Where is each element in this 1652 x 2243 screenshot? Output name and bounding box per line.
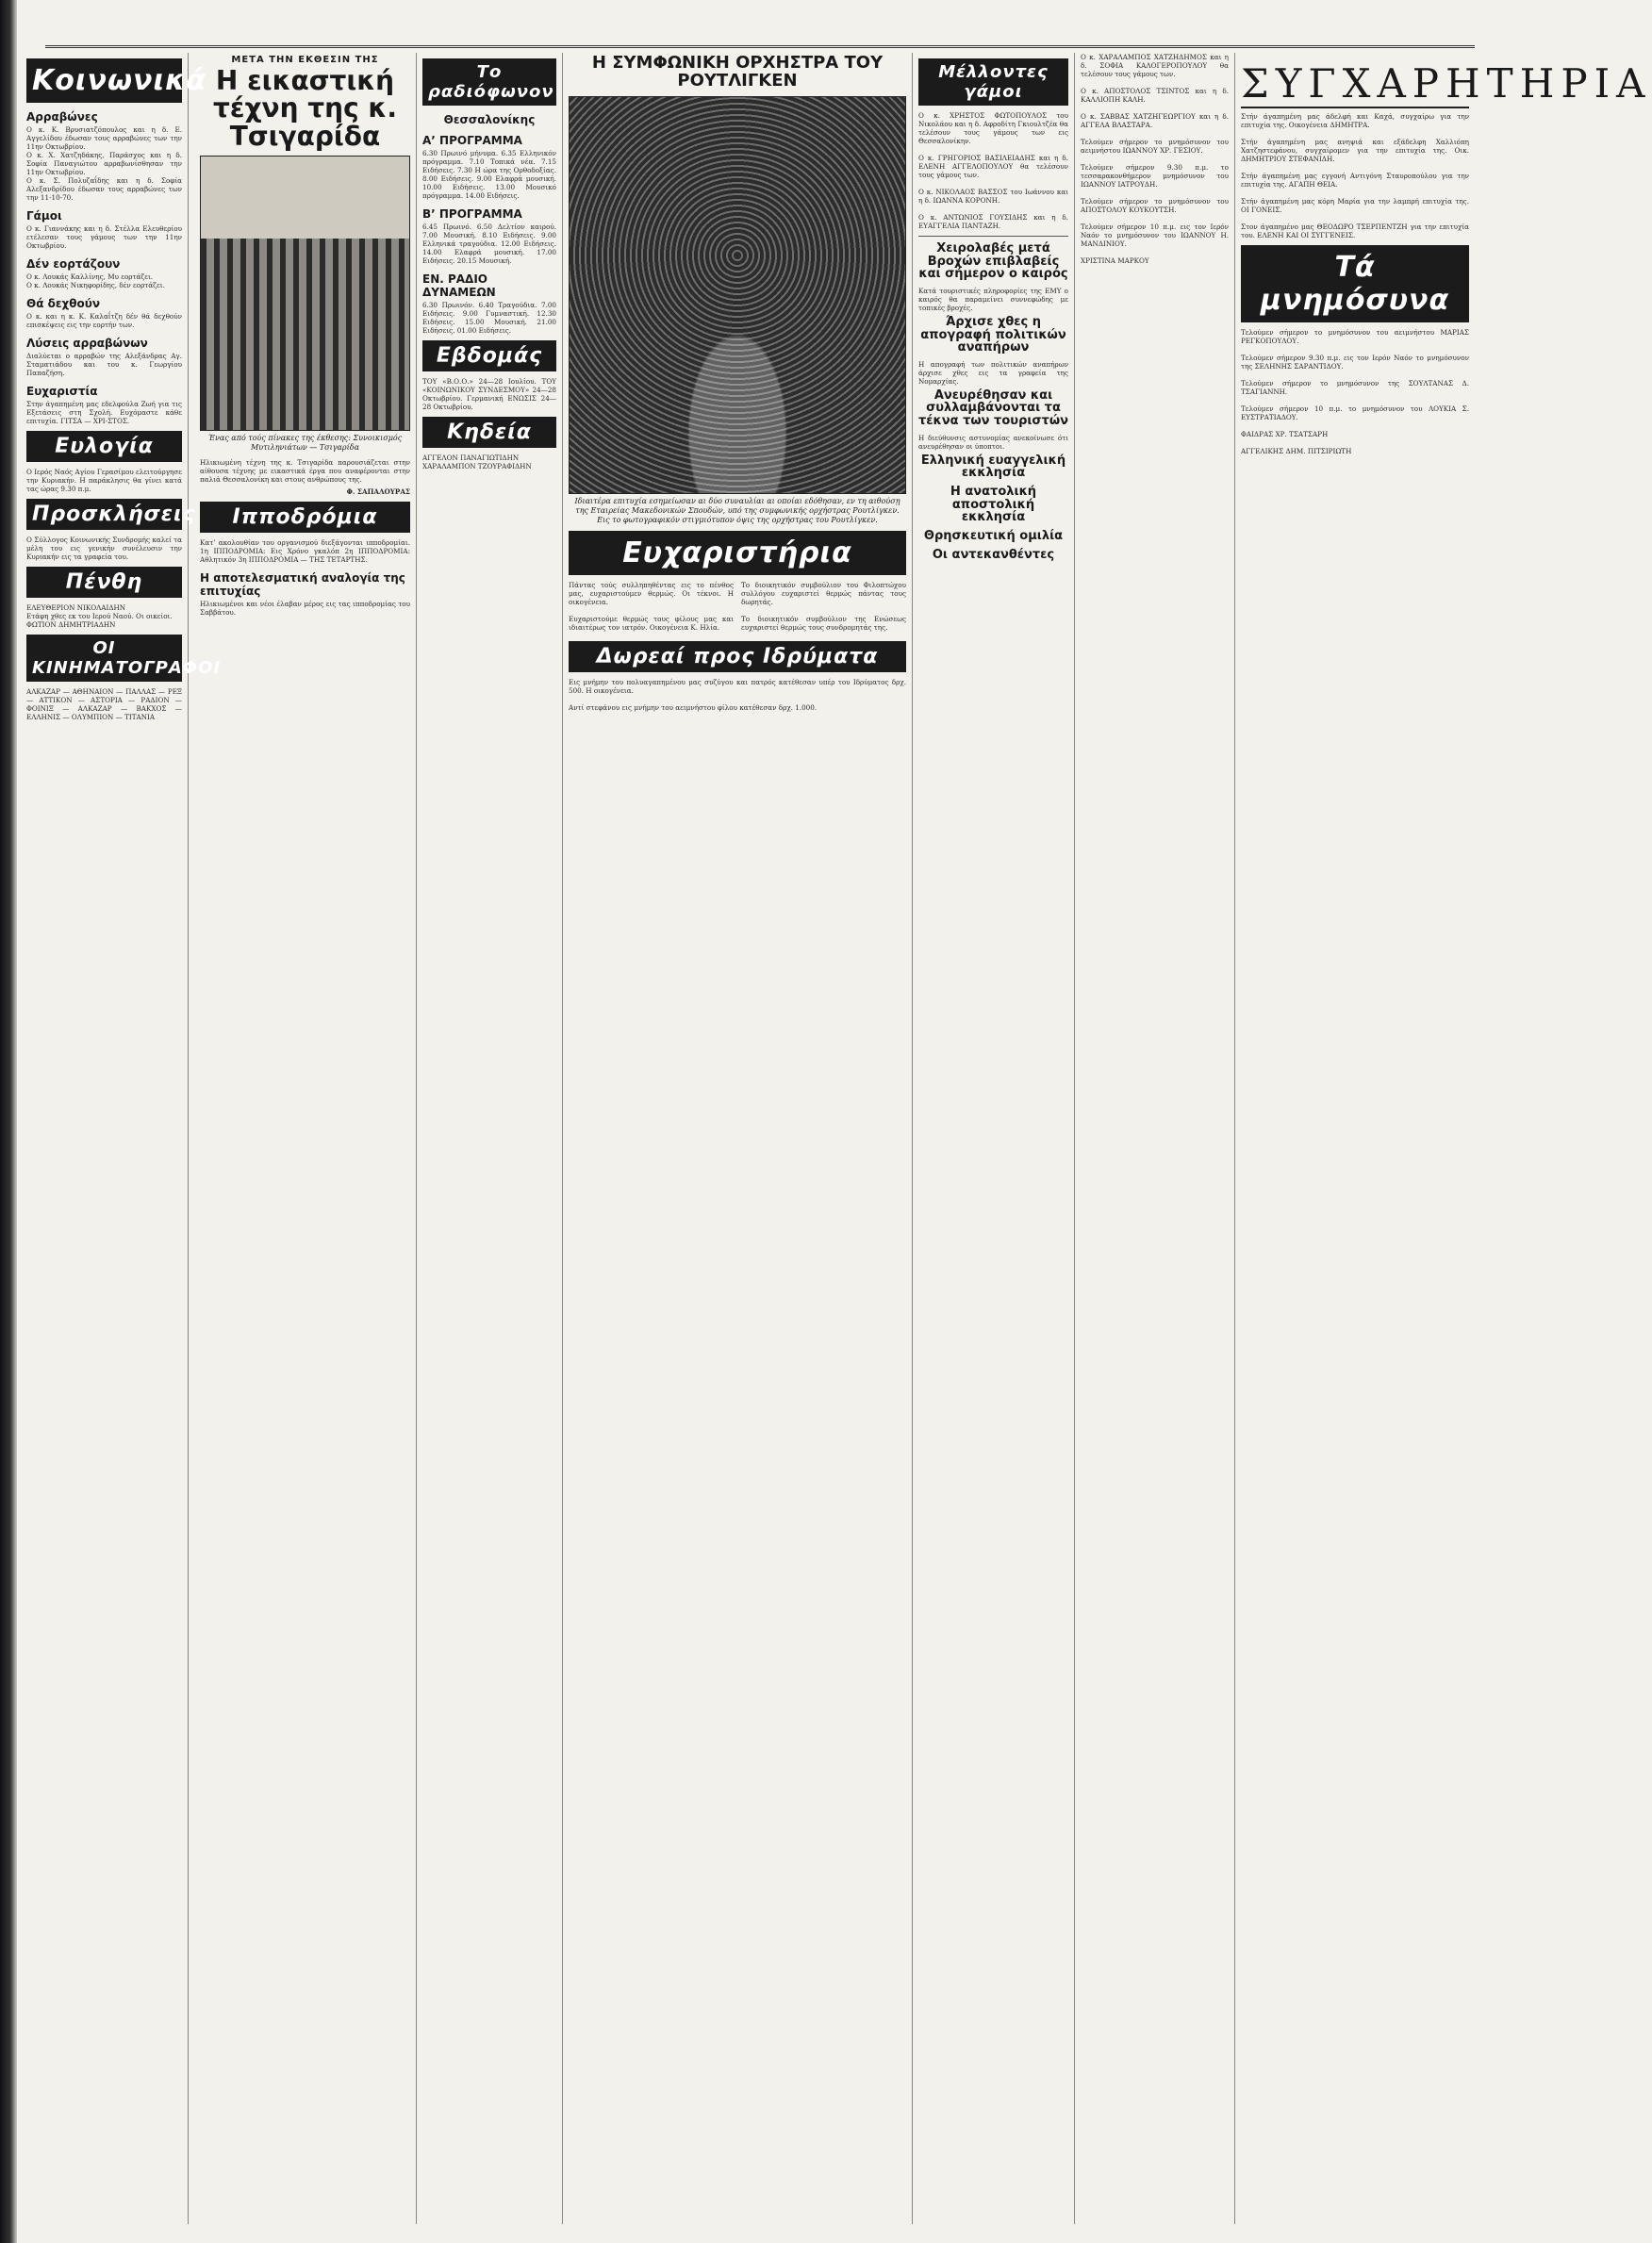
text-arravones: Ο κ. Κ. Βρυσιατζόπουλος και η δ. Ε. Αγγελίδου έδωσαν τους αρραβώνες των την 11ην Οκτωβρίου. Ο κ. Χ. Χατζηδάκης, Παράσχος και η δ. Σοφία Παναγιώτου αρραβωνίσθησαν την 11ην Οκτωβρίου. Ο κ. Σ. Πολυζαΐδης και η δ. Σοφία Αλεξανδρίδου έδωσαν τους αρραβώνες των την 11-10-70. — [26, 125, 182, 202]
headline-found: Ανευρέθησαν και συλλαμβάνονται τα τέκνα των τουριστών — [918, 388, 1069, 429]
section-dexiosis: Θά δεχθούν — [26, 297, 101, 310]
headline-eastern-church: Η ανατολική αποστολική εκκλησία — [950, 485, 1037, 525]
headline-antevanteis: Οι αντεκανθέντες — [932, 547, 1055, 562]
photo-orchestra — [569, 96, 906, 494]
text-proskliseis: Ο Σύλλογος Κοινωνικής Συνδρομής καλεί τα μέλη του εις γενικήν συνέλευσιν την Κυριακήν εις τα γραφεία του. — [26, 536, 185, 561]
banner-radio: Το ραδιόφωνον — [422, 58, 556, 106]
photo-painting — [200, 156, 410, 431]
subhead-thessaloniki: Θεσσαλονίκης — [443, 113, 536, 126]
section-lysis: Λύσεις αρραβώνων — [26, 337, 148, 350]
headline-weather: Χειρολαβές μετά Βροχών επιβλαβείς και σήμερον ο καιρός — [918, 241, 1068, 282]
text-ippodromia: Κατ’ ακολουθίαν του οργανισμού διεξάγονται ιπποδρομίαι. 1η ΙΠΠΟΔΡΟΜΙΑ: Εις Χρόνο γκαλόπ 2η ΙΠΠΟΔΡΟΜΙΑ: Αθλητικόν 3η ΙΠΠΟΔΡΟΜΙΑ — ΤΗΣ ΤΕΤΑΡΤΗΣ. — [200, 538, 413, 565]
headline-evangelical: Ελληνική ευαγγελική εκκλησία — [920, 453, 1066, 481]
text-notices: Ο κ. ΧΑΡΑΛΑΜΠΟΣ ΧΑΤΖΗΔΗΜΟΣ και η δ. ΣΟΦΙΑ ΚΑΛΟΓΕΡΟΠΟΥΛΟΥ θα τελέσουν τους γάμους των. Ο κ. ΑΠΟΣΤΟΛΟΣ ΤΣΙΝΤΟΣ και η δ. ΚΑΛΛΙΟΠΗ ΚΑΛΗ. Ο κ. ΣΑΒΒΑΣ ΧΑΤΖΗΓΕΩΡΓΙΟΥ και η δ. ΑΓΓΕΛΑ ΒΛΑΣΤΑΡΑ. Τελούμεν σήμερον το μνημόσυνον του αειμνήστου ΙΩΑΝΝΟΥ ΧΡ. ΓΕΣΙΟΥ. Τελούμεν σήμερον 9.30 π.μ. το τεσσαρακονθήμερον μνημόσυνον του ΙΩΑΝΝΟΥ ΙΑΤΡΟΥΔΗ. Τελούμεν σήμερον το μνημόσυνον του ΑΠΟΣΤΟΛΟΥ ΚΟΥΚΟΥΤΣΗ. Τελούμεν σήμερον 10 π.μ. εις τον Ιερόν Ναόν το μνημόσυνον του ΙΩΑΝΝΟΥ Η. ΜΑΝΔΙΝΙΟΥ. ΧΡΙΣΤΙΝΑ ΜΑΡΚΟΥ — [1081, 53, 1229, 265]
column-notices — [1075, 53, 1235, 2224]
text-dexiosis: Ο κ. και η κ. Κ. Καλαΐτζη δέν θά δεχθούν επισκέψεις εις την εορτήν των. — [26, 312, 185, 329]
subhead-armed-forces: ΕΝ. ΡΑΔΙΟ ΔΥΝΑΜΕΩΝ — [422, 272, 496, 299]
column-radio — [417, 53, 563, 2224]
section-eortazoun: Δέν εορτάζουν — [26, 257, 121, 271]
banner-koinonika: Κοινωνικά — [26, 58, 182, 103]
subhead-program-b: Β’ ΠΡΟΓΡΑΜΜΑ — [422, 207, 522, 221]
banner-ippodromia: Ιπποδρόμια — [200, 502, 410, 533]
banner-kideia: Κηδεία — [422, 417, 556, 448]
text-penthi: ΕΛΕΥΘΕΡΙΟΝ ΝΙΚΟΛΑΙΔΗΝ Ετάφη χθες εκ του Ιερού Ναού. Οι οικείοι. ΦΩΤΙΟΝ ΔΗΜΗΤΡΙΑΔΗΝ — [26, 603, 173, 629]
caption-painting: Ένας από τούς πίνακες της έκθεσης: Συνοικισμός Μυτιληνιάτων — Τσιγαρίδα — [207, 434, 403, 453]
text-program-b: 6.45 Πρωινό. 6.50 Δελτίον καιρού. 7.00 Μουσική. 8.10 Ειδήσεις. 9.00 Ελληνικά τραγούδια. 12.00 Ειδήσεις. 14.00 Ελαφρά μουσική. 17.00 Ειδήσεις. 20.15 Μουσική. — [422, 223, 559, 265]
text-apotelesma: Ηλικιωμένοι και νέοι έλαβαν μέρος εις τας ιπποδρομίας του Σαββάτου. — [200, 600, 413, 618]
section-gamoi: Γάμοι — [26, 209, 62, 223]
caption-orchestra: Ιδιαιτέρα επιτυχία εσημείωσαν αι δύο συναυλίαι αι οποίαι εδόθησαν, εν τη αιθούσῃ της Εταιρείας Μακεδονικών Σπουδών, υπό της συμφωνικής ορχήστρας Ρουτλίγκεν. Εις το φωτογραφικόν στιγμιότυπον όψις της ορχήστρας του Ρουτλίγκεν. — [574, 496, 900, 524]
text-kinimatografoi: ΑΛΚΑΖΑΡ — ΑΘΗΝΑΙΟΝ — ΠΑΛΛΑΣ — ΡΕΞ — ΑΤΤΙΚΟΝ — ΑΣΤΟΡΙΑ — ΡΑΔΙΟΝ — ΦΟΙΝΙΞ — ΑΛΚΑΖΑΡ — ΒΑΚΧΟΣ — ΕΛΛΗΝΙΣ — ΟΛΥΜΠΙΟΝ — ΤΙΤΑΝΙΑ — [26, 687, 185, 721]
text-eortazoun: Ο κ. Λουκάς Καλλίνης, Μυ εορτάζει. Ο κ. Λουκάς Νικηφορίδης, δέν εορτάζει. — [26, 272, 165, 289]
kicker-art: ΜΕΤΑ ΤΗΝ ΕΚΘΕΣΙΝ ΤΗΣ — [231, 55, 379, 65]
text-lysis: Διαλύεται ο αρραβών της Αλεξάνδρας Αγ. Σταματιάδου και του κ. Γεωργίου Παπαζήση. — [26, 352, 185, 377]
subhead-apotelesma: Η αποτελεσματική αναλογία της επιτυχίας — [200, 571, 405, 599]
text-mellontes-gamoi: Ο κ. ΧΡΗΣΤΟΣ ΦΩΤΟΠΟΥΛΟΣ του Νικολάου και η δ. Αφροδίτη Γκιουλτζέα θα τελέσουν τους γάμους των εις Θεσσαλονίκην. Ο κ. ΓΡΗΓΟΡΙΟΣ ΒΑΣΙΛΕΙΑΔΗΣ και η δ. ΕΛΕΝΗ ΑΓΓΕΛΟΠΟΥΛΟΥ θα τελέσουν τους γάμους των. Ο κ. ΝΙΚΟΛΑΟΣ ΒΑΣΣΟΣ του Ιωάννου και η δ. ΙΩΑΝΝΑ ΚΟΡΟΝΗ. Ο κ. ΑΝΤΩΝΙΟΣ ΓΟΥΣΙΔΗΣ και η δ. ΕΥΑΓΓΕΛΙΑ ΠΑΝΤΑΖΗ. — [918, 111, 1068, 230]
banner-proskliseis: Προσκλήσεις — [26, 499, 182, 530]
section-efcharistia: Ευχαριστία — [26, 385, 98, 398]
banner-kinimatografoi: ΟΙ ΚΙΝΗΜΑΤΟΓΡΑΦΟΙ — [26, 635, 182, 682]
headline-art: Η εικαστική τέχνη της κ. Τσιγαρίδα — [213, 65, 397, 152]
text-mnimosyna: Τελούμεν σήμερον το μνημόσυνον του αειμνήστου ΜΑΡΙΑΣ ΡΕΓΚΟΠΟΥΛΟΥ. Τελούμεν σήμερον 9.30 π.μ. εις τον Ιερόν Ναόν το μνημόσυνον της ΣΕΛΗΝΗΣ ΣΑΡΑΝΤΙΔΟΥ. Τελούμεν σήμερον το μνημόσυνον της ΣΟΥΛΤΑΝΑΣ Δ. ΤΣΑΓΙΑΝΝΗ. Τελούμεν σήμερον 10 π.μ. το μνημόσυνον του ΛΟΥΚΙΑ Σ. ΕΥΣΤΡΑΤΙΑΔΟΥ. ΦΑΙΔΡΑΣ ΧΡ. ΤΣΑΤΣΑΡΗ ΑΓΓΕΛΙΚΗΣ ΔΗΜ. ΠΙΤΣΙΡΙΩΤΗ — [1241, 328, 1469, 455]
text-found: Η διεύθυνσις αστυνομίας ανεκοίνωσε ότι ανευρέθησαν οι ύποπτοι. — [918, 433, 1071, 451]
text-art: Ηλικιωμένη τέχνη της κ. Τσιγαρίδα παρουσιάζεται στην αίθουσα τέχνης με εικαστικά έργα που αναφέρονται στην παλιά Θεσσαλονίκη και στους ανθρώπους της. — [200, 458, 413, 485]
text-armed-forces: 6.30 Πρωινόν. 6.40 Τραγούδια. 7.00 Ειδήσεις. 9.00 Γυμναστική. 12.30 Ειδήσεις. 15.00 Μουσική. 21.00 Ειδήσεις. 01.00 Ειδήσεις. — [422, 301, 559, 335]
headline-census: Άρχισε χθες η απογραφή πολιτικών αναπήρων — [920, 314, 1066, 355]
headline-religious-talk: Θρησκευτική ομιλία — [923, 528, 1064, 543]
banner-evdomas: Εβδομάς — [422, 340, 556, 371]
text-doreai: Εις μνήμην του πολυαγαπημένου μας συζύγου και πατρός κατέθεσαν υπέρ του Ιδρύματος δρχ. 500. Η οικογένεια. Αντί στεφάνου εις μνήμην του αειμνήστου φίλου κατέθεσαν δρχ. 1.000. — [569, 677, 906, 712]
divider — [918, 236, 1068, 237]
subhead-program-a: Α’ ΠΡΟΓΡΑΜΜΑ — [422, 134, 522, 147]
column-orchestra — [563, 53, 913, 2224]
text-kideia: ΑΓΓΕΛΟΝ ΠΑΝΑΓΙΩΤΙΔΗΝ ΧΑΡΑΛΑΜΠΟΝ ΤΖΟΥΡΑΦΙΔΗΝ — [422, 454, 532, 470]
column-social — [21, 53, 222, 2224]
title-sygcharitiria: ΣΥΓΧΑΡΗΤΗΡΙΑ — [1241, 60, 1652, 107]
text-efcharistiria-right: Το διοικητικόν συμβούλιον του Φιλοπτώχου συλλόγου ευχαριστεί θερμώς πάντας τους δωρητάς. Το διοικητικόν συμβούλιον της Ενώσεως ευχαριστεί θερμώς τους συνδρομητάς της. — [741, 580, 906, 632]
headline-orchestra: Η ΣΥΜΦΩΝΙΚΗ ΟΡΧΗΣΤΡΑ ΤΟΥ ΡΟΥΤΛΙΓΚΕΝ — [591, 53, 884, 91]
banner-efcharistiria: Ευχαριστήρια — [569, 531, 906, 575]
banner-mellontes-gamoi: Μέλλοντες γάμοι — [918, 58, 1068, 106]
banner-penthi: Πένθη — [26, 567, 182, 598]
text-efcharistia: Στην άγαπημένη μας εδελφούλα Ζωή για τις Εξετάσεις στη Σχολή. Ευχόμαστε κάθε επιτυχία. ΓΙΤΣΑ — ΧΡΙ-ΣΤΟΣ. — [26, 400, 185, 425]
column-art — [194, 53, 417, 2224]
text-program-a: 6.30 Πρωινό μήνυμα. 6.35 Ελληνικόν πρόγραμμα. 7.10 Τοπικά νέα. 7.15 Ειδήσεις. 7.30 Η ώρα της Ορθοδοξίας. 8.00 Ειδήσεις. 9.00 Ελαφρά μουσική. 10.00 Ειδήσεις. 13.00 Μουσικό πρόγραμμα. 14.00 Ειδήσεις. — [422, 149, 559, 200]
text-efcharistiria-left: Πάντας τούς συλληπηθέντας εις το πένθος μας, ευχαριστούμεν θερμώς. Οι τέκνοι. Η οικογένεια. Ευχαριστούμε θερμώς τους φίλους μας και ιδιαιτέρως τον ιατρόν. Οικογένεια Κ. Ηλία. — [569, 580, 734, 632]
banner-eulogia: Ευλογία — [26, 431, 182, 462]
signature-art: Φ. ΣΑΠΑΛΟΥΡΑΣ — [346, 487, 410, 497]
text-sygcharitiria: Στήν άγαπημένη μας άδελφή και Καχά, συγχαίρω για την επιτυχία της. Οικογένεια ΔΗΜΗΤΡΑ. Στήν άγαπημένη μας ανηψιά και εξάδελφη Χαλλιόπη Χατζηστεφάνου, συγχαίρομεν για την επιτυχία της. Οικ. ΔΗΜΗΤΡΙΟΥ ΣΤΕΦΑΝΙΔΗ. Στήν άγαπημένη μας εγγονή Αντιγόνη Σταυροπούλου για την επιτυχία της. ΑΓΑΠΗ ΘΕΙΑ. Στήν άγαπημένη μας κόρη Μαρία για την λαμπρή επιτυχία της. ΟΙ ΓΟΝΕΙΣ. Στον άγαπημένο μας ΘΕΟΔΩΡΟ ΤΣΕΡΠΕΝΤΖΗ για την επιτυχία του. ΕΛΕΝΗ ΚΑΙ ΟΙ ΣΥΓΓΕΝΕΙΣ. — [1241, 112, 1469, 239]
banner-mnimosyna: Τά μνημόσυνα — [1241, 245, 1469, 322]
page-binding-edge — [0, 0, 17, 2243]
section-arravones: Αρραβώνες — [26, 110, 98, 124]
text-gamoi: Ο κ. Γιαννάκης και η δ. Στέλλα Ελευθερίου ετέλεσαν τους γάμους των την 11ην Οκτωβρίου. — [26, 224, 185, 250]
text-weather: Κατά τουριστικές πληροφορίες της ΕΜΥ ο καιρός θα παραμείνει συννεφώδης με τοπικές βροχές. — [918, 286, 1071, 312]
column-congratulations — [1235, 53, 1652, 2224]
text-eulogia: Ο Ιερός Ναός Αγίου Γερασίμου ελειτούργησε την Κυριακήν. Η παράκλησις θα γίνει κατά τας ώρας 9.30 π.μ. — [26, 468, 185, 493]
banner-doreai: Δωρεαί προς Ιδρύματα — [569, 641, 906, 672]
text-census: Η απογραφή των πολιτικών αναπήρων άρχισε χθες εις τα γραφεία της Νομαρχίας. — [918, 359, 1071, 386]
text-evdomas: ΤΟΥ «Β.Ο.Ο.» 24—28 Ιουλίου. ΤΟΥ «ΚΟΙΝΩΝΙΚΟΥ ΣΥΝΔΕΣΜΟΥ» 24—28 Οκτωβρίου. Γερμανική ΕΝΩΣΙΣ 24—28 Οκτωβρίου. — [422, 377, 559, 411]
column-weddings — [913, 53, 1075, 2224]
